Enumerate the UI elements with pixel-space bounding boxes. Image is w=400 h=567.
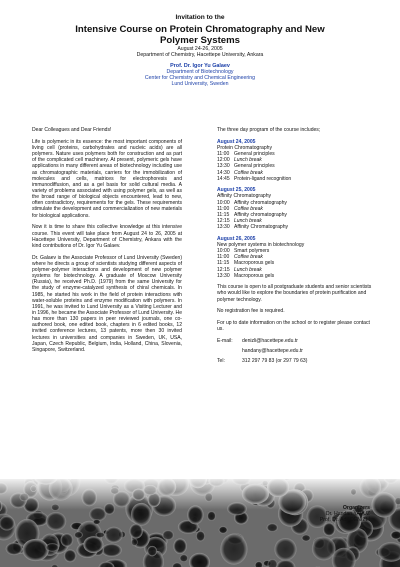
program-session <box>217 176 372 182</box>
program-intro: The three day program of the course includes; <box>217 127 321 133</box>
program-schedule <box>217 139 372 279</box>
session-time: 12:15 <box>217 266 230 273</box>
session-time: 12:00 <box>217 157 230 164</box>
left-column <box>32 127 182 359</box>
right-column <box>217 127 372 364</box>
session-label: General principles <box>234 151 275 158</box>
session-label: Coffee break <box>234 205 263 212</box>
program-session <box>217 273 372 279</box>
audience-text: This course is open to all postgraduate students and senior scientists who would like to explore the boundaries of protein purification and polymer technology. <box>217 284 372 303</box>
session-label: Protein-ligand recognition <box>234 175 292 182</box>
lecturer-affiliation-2: Center for Chemistry and Chemical Engineering <box>144 75 256 82</box>
session-time: 11:15 <box>217 211 230 218</box>
program-day-date: August 25, 2005 <box>217 187 256 194</box>
course-title <box>0 25 400 46</box>
session-time: 13:30 <box>217 224 230 231</box>
contact-intro: For up to date information on the school or to register please contact us. <box>217 320 370 333</box>
session-label: Macroporous gels <box>234 260 275 267</box>
invitation-line: Invitation to the <box>175 14 225 21</box>
email-label: E-mail: <box>217 337 233 344</box>
program-day-topic: Affinity Chromatography <box>217 193 272 200</box>
host-department: Department of Chemistry, Hacettepe University, Ankara <box>136 52 264 59</box>
lecturer-name: Prof. Dr. Igor Yu Galaev <box>170 62 230 69</box>
session-time: 14:30 <box>217 169 230 176</box>
session-label: Affinity Chromatography <box>234 224 289 231</box>
program-session <box>217 224 372 230</box>
session-label: Smart polymers <box>234 248 270 255</box>
program-day-topic: New polymer systems in biotechnology <box>217 241 305 248</box>
session-time: 11:15 <box>217 260 230 267</box>
organizer-1: Dr. Handan YAVUZ <box>325 511 370 518</box>
paragraph-event: Now it is time to share this collective knowledge at this intensive course. This event will take place from August 24 to 26, 2005 at Hacettepe University, Department of Chemistry, Ankara with the kind contributions of Dr. Igor Yu Galaev. <box>32 224 182 249</box>
session-time: 11:00 <box>217 205 230 212</box>
program-day <box>217 236 372 279</box>
email-link-1[interactable]: denizli@hacettepe.edu.tr <box>242 337 298 344</box>
tel-row <box>217 358 372 364</box>
lecturer-affiliation-1: Department of Biotechnology <box>166 68 234 75</box>
email-row-1 <box>217 338 372 344</box>
tel-label: Tel: <box>217 358 225 365</box>
session-label: General principles <box>234 163 275 170</box>
session-label: Lunch break <box>234 266 262 273</box>
session-time: 10:00 <box>217 248 230 255</box>
session-time: 11:00 <box>217 254 230 261</box>
session-time: 10:00 <box>217 199 230 206</box>
session-label: Affinity chromatography <box>234 211 287 218</box>
session-label: Coffee break <box>234 169 263 176</box>
paragraph-intro: Life is polymeric in its essence: the most important components of living cell (proteins, carbohydrates and nucleic acids) are all polymers. Nature uses polymers both for construction and as part of the complicated cell machinery. At present, polymeric gels have applications in many different areas of biotechnology including use as chromatographic materials, carriers for the immobilization of molecules and cells, matrices for electrophoresis and immunodiffusion, and as a gel basis for solid cultural media. A variety of problems associated with using polymer gels, as well as the broad range of biological objects encountered, lead to new, often contradictory, requirements for the gels. These requirements stimulate the development and commercialization of new materials for biological applications. <box>32 138 182 219</box>
course-dates: August 24-26, 2005 <box>177 46 223 52</box>
session-label: Macroporous gels <box>234 272 275 279</box>
organizers-heading: Organizers <box>342 505 370 511</box>
course-title-line2: Polymer Systems <box>160 34 240 46</box>
program-day <box>217 139 372 182</box>
paragraph-bio: Dr. Galaev is the Associate Professor of Lund University (Sweden) where he directs a group of scientists studying different aspects of polymer-polymer interactions and development of new polymer systems for biotechnology. A graduate of Moscow University (Russia), he received Ph.D. (1979) from the same University for the study of enzyme-catalyzed synthesis of chiral chemicals. In 1985, he started his work in the field of protein interactions with water-soluble proteins and enzyme modification with polymers. In 1991, he was invited to Lund University as a Visiting Lecturer and in 1996, he became the Associate Professor of Lund University. He has more than 130 papers in peer reviewed journals, one co-authored book, one edited book, chapters in 6 edited books, 12 invited conference lectures, 13 patents, more then 30 invited lectures in universities and companies in Sweden, UK, USA, Japan, Czech Republic, Belgium, India, Holland, China, Slovenia, Singapore, Switzerland. <box>32 254 182 353</box>
session-time: 13:30 <box>217 272 230 279</box>
greeting: Dear Colleagues and Dear Friends! <box>32 127 112 133</box>
session-label: Affinity chromatography <box>234 199 287 206</box>
session-time: 13:30 <box>217 163 230 170</box>
program-day-date: August 26, 2005 <box>217 235 256 242</box>
session-time: 11:00 <box>217 151 230 158</box>
session-label: Coffee break <box>234 254 263 261</box>
flyer-header <box>0 14 400 88</box>
organizer-2: Prof. Dr. Adil DENİZLİ <box>319 517 370 524</box>
program-day-topic: Protein Chromatography <box>217 144 272 151</box>
program-day-date: August 24, 2005 <box>217 138 256 145</box>
organizers-block <box>320 505 370 524</box>
session-time: 14:45 <box>217 175 230 182</box>
tel-number: 312 297 79 83 (or 297 79 63) <box>242 358 308 365</box>
program-day <box>217 187 372 230</box>
email-link-2[interactable]: handany@hacettepe.edu.tr <box>242 348 303 355</box>
session-time: 12:15 <box>217 218 230 225</box>
lecturer-affiliation-3: Lund University, Sweden <box>171 81 229 88</box>
email-row-2 <box>217 348 372 354</box>
course-title-line1: Intensive Course on Protein Chromatography and New <box>75 24 325 35</box>
registration-text: No registration fee is required. <box>217 308 285 315</box>
session-label: Lunch break <box>234 218 262 225</box>
session-label: Lunch break <box>234 157 262 164</box>
